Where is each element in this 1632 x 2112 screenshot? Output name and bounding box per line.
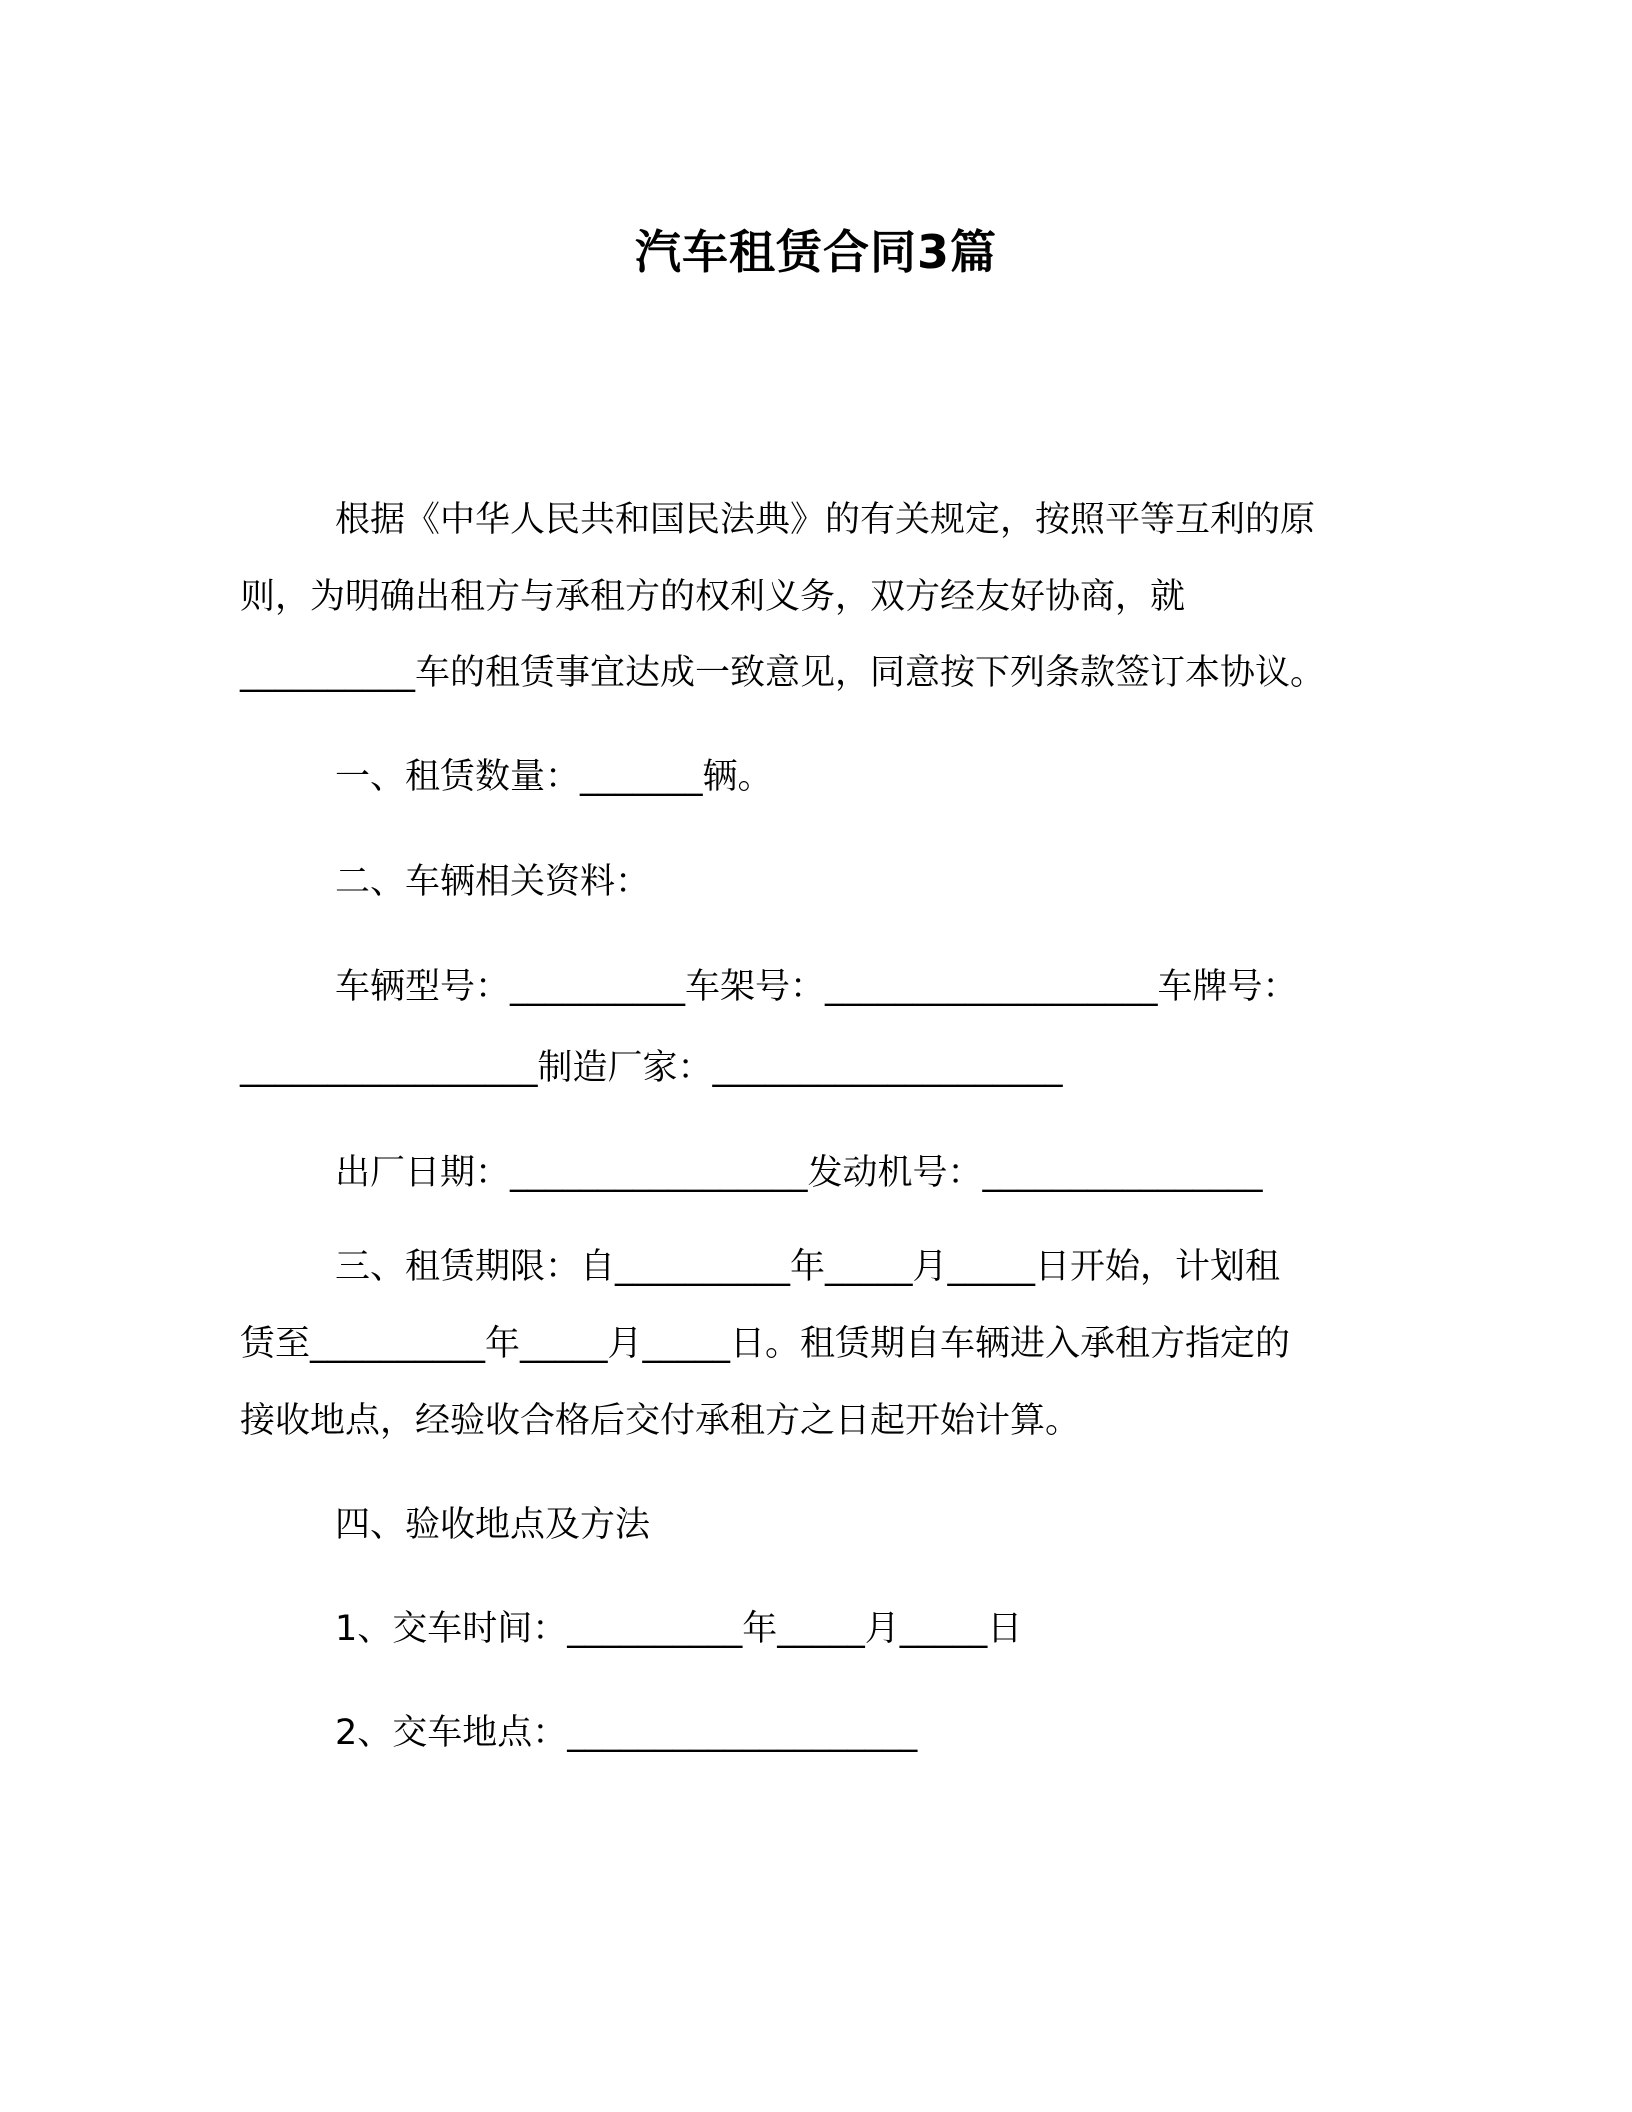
delivery-time: 1、交车时间：__________年_____月_____日 xyxy=(335,1609,1023,1649)
vehicle-info-line-2: _________________制造厂家：____________________ xyxy=(240,1048,1063,1088)
clause-3-line-2: 赁至__________年_____月_____日。租赁期自车辆进入承租方指定的 xyxy=(240,1324,1291,1364)
clause-4-heading: 四、验收地点及方法 xyxy=(335,1505,651,1545)
vehicle-info-line-1: 车辆型号：__________车架号：___________________车牌号： xyxy=(335,967,1298,1007)
delivery-location: 2、交车地点：____________________ xyxy=(335,1713,918,1753)
clause-3-line-1: 三、租赁期限：自__________年_____月_____日开始，计划租 xyxy=(335,1247,1281,1287)
vehicle-info-line-3: 出厂日期：_________________发动机号：________________ xyxy=(335,1153,1263,1193)
clause-2-heading: 二、车辆相关资料： xyxy=(335,862,651,902)
document-title: 汽车租赁合同3篇 xyxy=(634,225,997,279)
intro-line-1: 根据《中华人民共和国民法典》的有关规定，按照平等互利的原 xyxy=(335,500,1316,540)
clause-3-line-3: 接收地点，经验收合格后交付承租方之日起开始计算。 xyxy=(240,1401,1081,1441)
clause-1-quantity: 一、租赁数量：_______辆。 xyxy=(335,757,773,797)
intro-line-3: __________车的租赁事宜达成一致意见，同意按下列条款签订本协议。 xyxy=(240,653,1326,693)
intro-line-2: 则，为明确出租方与承租方的权利义务，双方经友好协商，就 xyxy=(240,577,1186,617)
